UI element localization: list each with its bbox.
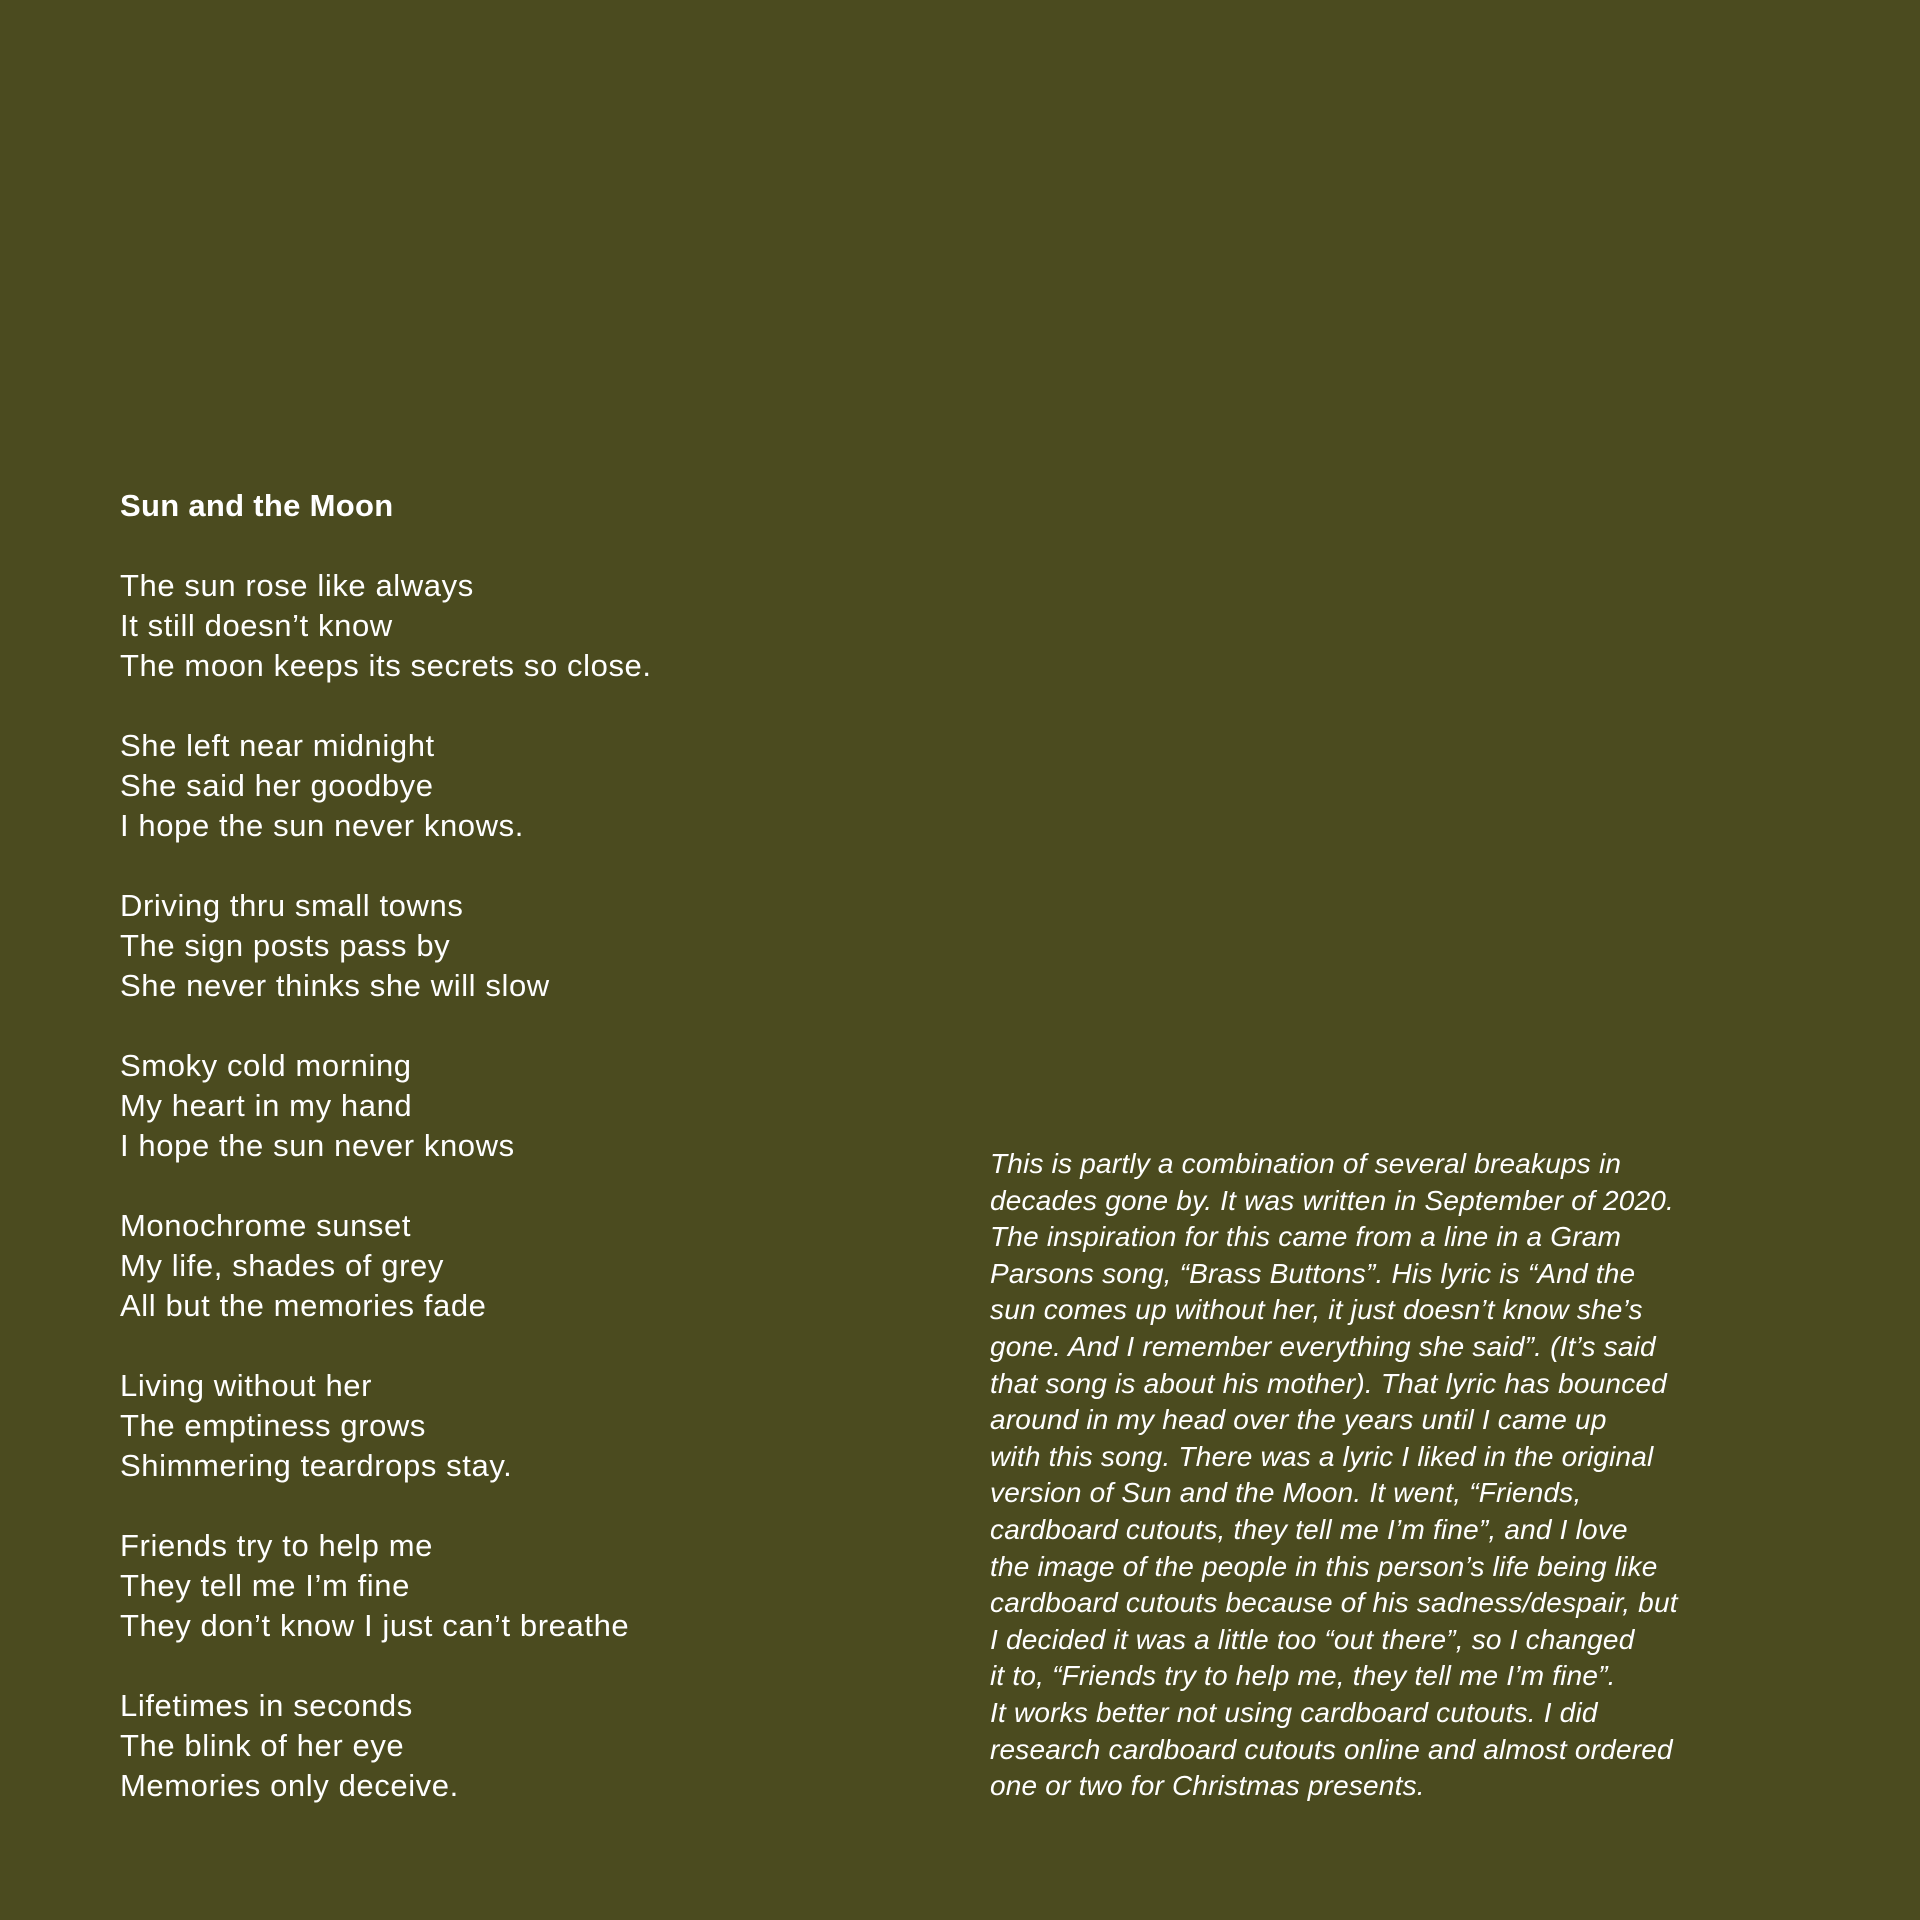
- lyric-line: They tell me I’m fine: [120, 1568, 410, 1603]
- lyric-line: The sun rose like always: [120, 568, 474, 603]
- note-line: Parsons song, “Brass Buttons”. His lyric is “And the: [990, 1257, 1636, 1289]
- lyric-line: All but the memories fade: [120, 1288, 487, 1323]
- note-line: research cardboard cutouts online and almost ordered: [990, 1733, 1673, 1765]
- note-line: decades gone by. It was written in September of 2020.: [990, 1184, 1675, 1216]
- lyric-line: The sign posts pass by: [120, 928, 451, 963]
- lyric-line: The emptiness grows: [120, 1408, 427, 1443]
- note-line: It works better not using cardboard cutouts. I did: [990, 1696, 1598, 1728]
- note-line: gone. And I remember everything she said”. (It’s said: [990, 1330, 1656, 1362]
- stanza: [120, 726, 920, 846]
- lyric-line: She said her goodbye: [120, 768, 434, 803]
- lyric-line: The moon keeps its secrets so close.: [120, 648, 652, 683]
- note-line: cardboard cutouts because of his sadness/despair, but: [990, 1587, 1678, 1619]
- stanza: [120, 1046, 920, 1166]
- lyric-line: My life, shades of grey: [120, 1248, 444, 1283]
- stanza: [120, 566, 920, 686]
- song-title: Sun and the Moon: [120, 488, 394, 523]
- note-line: that song is about his mother). That lyric has bounced: [990, 1367, 1667, 1399]
- stanza: [120, 1686, 920, 1806]
- lyric-line: Smoky cold morning: [120, 1048, 412, 1083]
- note-line: I decided it was a little too “out there”, so I changed: [990, 1623, 1635, 1655]
- lyric-line: Friends try to help me: [120, 1528, 433, 1563]
- lyric-line: Monochrome sunset: [120, 1208, 412, 1243]
- lyric-line: She never thinks she will slow: [120, 968, 550, 1003]
- stanza: [120, 886, 920, 1006]
- lyric-line: They don’t know I just can’t breathe: [120, 1608, 630, 1643]
- note-line: with this song. There was a lyric I liked in the original: [990, 1440, 1654, 1472]
- note-line: one or two for Christmas presents.: [990, 1770, 1425, 1802]
- note-line: sun comes up without her, it just doesn’t know she’s: [990, 1294, 1643, 1326]
- stanza: [120, 1366, 920, 1486]
- lyric-line: Lifetimes in seconds: [120, 1688, 413, 1723]
- lyric-line: The blink of her eye: [120, 1728, 405, 1763]
- note-line: it to, “Friends try to help me, they tell me I’m fine”.: [990, 1660, 1616, 1692]
- lyric-line: Shimmering teardrops stay.: [120, 1448, 513, 1483]
- note-line: This is partly a combination of several breakups in: [990, 1148, 1622, 1179]
- lyric-line: Driving thru small towns: [120, 888, 464, 923]
- lyric-line: She left near midnight: [120, 728, 435, 763]
- lyric-line: I hope the sun never knows.: [120, 808, 524, 843]
- note-line: version of Sun and the Moon. It went, “Friends,: [990, 1477, 1582, 1509]
- note-line: cardboard cutouts, they tell me I’m fine”, and I love: [990, 1513, 1628, 1545]
- lyric-line: I hope the sun never knows: [120, 1128, 515, 1163]
- stanza: [120, 1526, 920, 1646]
- stanza: [120, 1206, 920, 1326]
- lyrics-column: [120, 486, 920, 1846]
- note-line: the image of the people in this person’s life being like: [990, 1550, 1658, 1582]
- lyric-line: Memories only deceive.: [120, 1768, 459, 1803]
- note-line: The inspiration for this came from a line in a Gram: [990, 1221, 1622, 1253]
- note-line: around in my head over the years until I came up: [990, 1404, 1607, 1436]
- song-notes: [990, 1146, 1840, 1805]
- lyric-line: My heart in my hand: [120, 1088, 413, 1123]
- lyric-line: Living without her: [120, 1368, 373, 1403]
- lyric-line: It still doesn’t know: [120, 608, 393, 643]
